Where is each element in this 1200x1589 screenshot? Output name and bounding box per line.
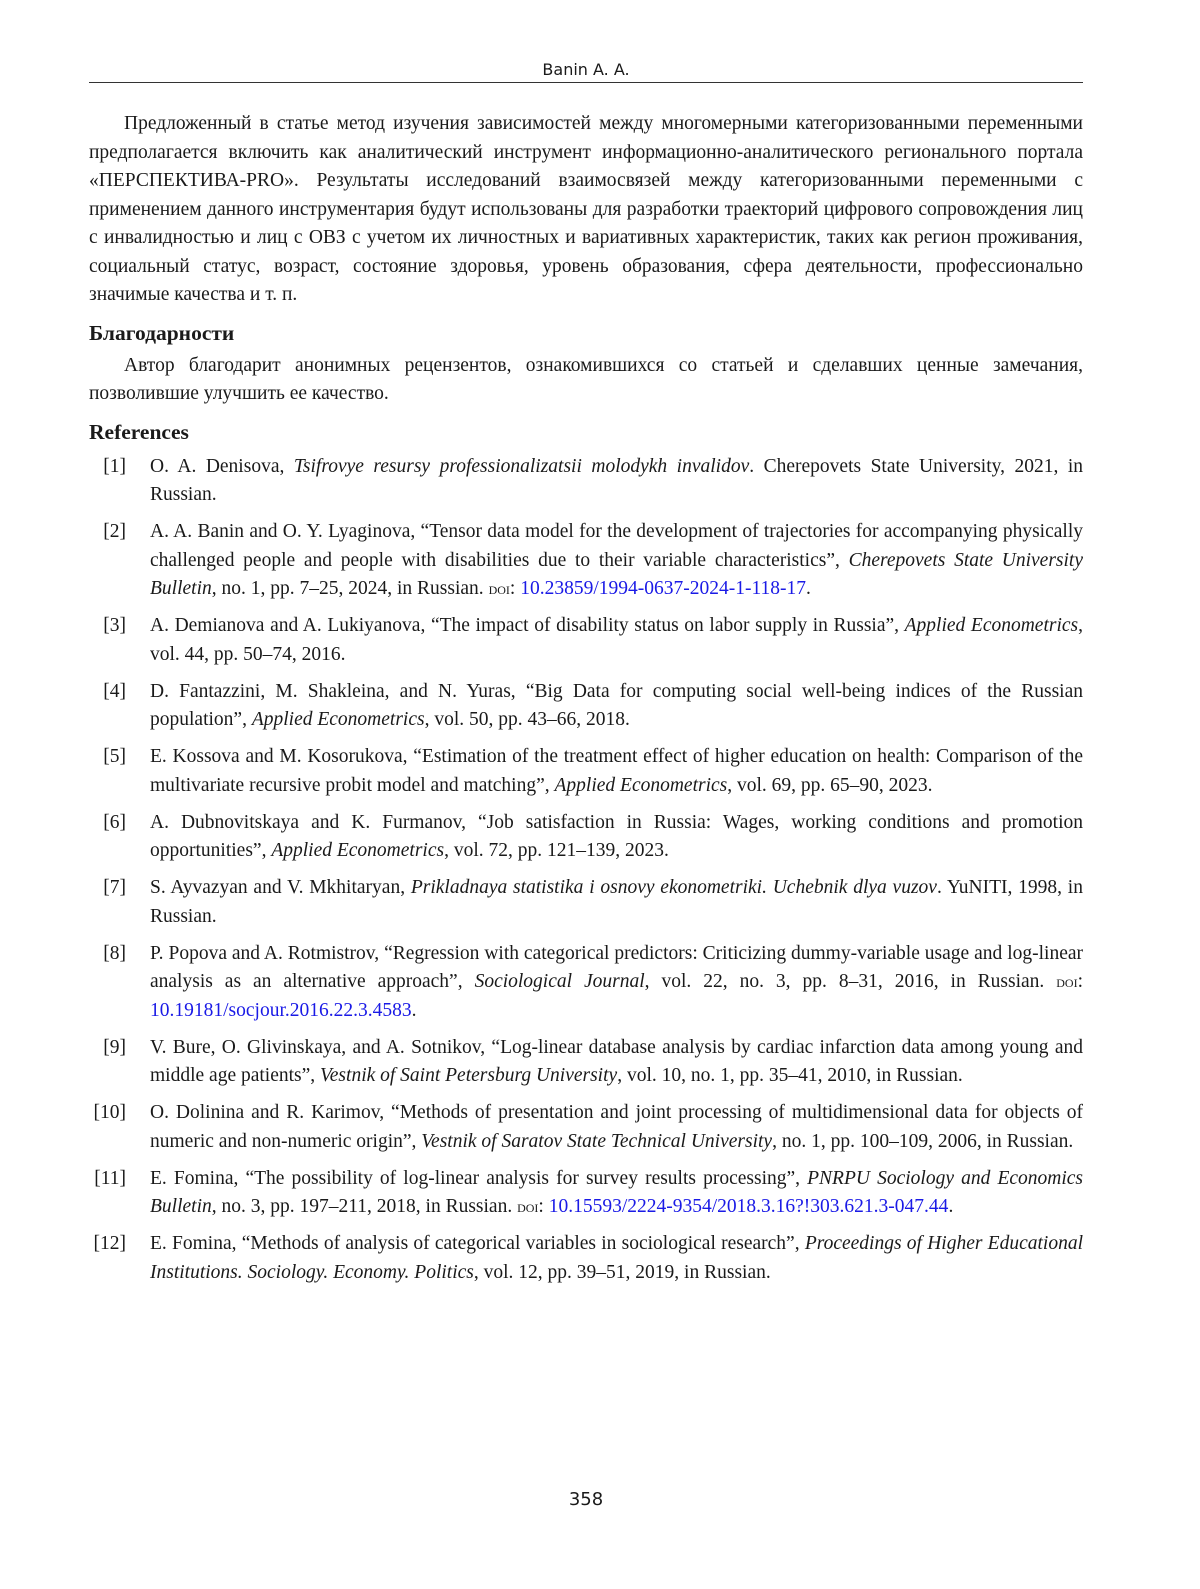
doi-link[interactable]: 10.19181/socjour.2016.22.3.4583 [150,999,412,1021]
running-header: Banin A. A. [542,60,630,79]
reference-source-title: Proceedings of Higher Educational Institutions. Sociology. Economy. Politics [150,1233,1083,1283]
doi-link[interactable]: 10.15593/2224-9354/2018.3.16?!303.621.3-047.44 [548,1196,949,1217]
reference-source-title: Cherepovets State University Bulletin [150,549,1084,599]
references-heading: References [89,419,189,444]
page-content [89,110,1083,1296]
reference-item [89,1034,1083,1091]
reference-item [89,940,1083,1026]
reference-text-segment: , vol. 22, no. 3, pp. 8–31, 2016, in Russian. [644,971,1057,992]
reference-item [89,1165,1083,1222]
reference-text [150,743,1083,800]
reference-number-cell [89,874,150,931]
reference-text [150,809,1083,866]
reference-text-segment: S. Ayvazyan and V. Mkhitaryan, [150,877,411,898]
body-paragraph: Предложенный в статье метод изучения зависимостей между многомерными категоризованными переменными предполагается включить как аналитический инструмент информационно-аналитического регионального портала «ПЕРСПЕКТИВА-PRO». Результаты исследований взаимосвязей между категоризованными переменными с применением данного инструментария будут использованы для разработки траекторий цифрового сопровождения лиц с инвалидностью и лиц с ОВЗ с учетом их личностных и вариативных характеристик, таких как регион проживания, социальный статус, возраст, состояние здоровья, уровень образования, сфера деятельности, профессионально значимые качества и т. п. [89,113,1083,305]
reference-number: [5] [103,746,126,767]
reference-source-title: Sociological Journal [474,971,645,992]
reference-source-title: Applied Econometrics [554,774,728,796]
reference-text-segment: A. A. Banin and O. Y. Lyaginova, “Tensor data model for the development of trajectories for accompanying physically challenged people and people with disabilities due to their variable characteristics”, [150,521,1083,571]
reference-text-segment: , no. 1, pp. 100–109, 2006, in Russian. [772,1130,1074,1152]
reference-source-title: PNRPU Sociology and Economics Bulletin [150,1167,1084,1217]
reference-number-cell [89,1034,150,1091]
reference-text [150,678,1083,735]
reference-item [89,874,1083,931]
reference-text-segment: . YuNITI, 1998, in Russian. [150,877,1083,927]
reference-item [89,518,1083,604]
reference-text-segment: E. Fomina, “The possibility of log-linear analysis for survey results processing”, [150,1167,808,1189]
reference-source-title: Tsifrovye resursy professionalizatsii molodykh invalidov [293,455,750,477]
reference-text-segment: E. Fomina, “Methods of analysis of categorical variables in sociological research”, [150,1233,805,1254]
acknowledgements-text: Автор благодарит анонимных рецензентов, ознакомившихся со статьей и сделавших ценные замечания, позволившие улучшить ее качество. [89,354,1083,404]
reference-text-segment: : [509,578,521,599]
reference-number: [3] [103,615,126,636]
reference-number-cell [89,518,150,604]
page-number: 358 [568,1489,604,1510]
reference-number-cell [89,1230,150,1287]
reference-text-segment: : [1077,971,1083,992]
reference-text-segment: A. Dubnovitskaya and K. Furmanov, “Job satisfaction in Russia: Wages, working conditions and promotion opportunities”, [150,811,1083,861]
reference-text-segment: V. Bure, O. Glivinskaya, and A. Sotnikov, “Log-linear database analysis by cardiac infarction data among young and middle age patients”, [150,1036,1083,1086]
reference-text-segment: D. Fantazzini, M. Shakleina, and N. Yuras, “Big Data for computing social well-being indices of the Russian population”, [150,680,1083,730]
reference-item [89,612,1083,669]
reference-text-segment: . [805,578,811,599]
reference-number: [6] [103,811,126,833]
reference-number: [2] [103,521,126,542]
reference-item [89,1230,1083,1287]
doi-label: doi [1056,972,1078,991]
reference-source-title: Prikladnaya statistika i osnovy ekonometriki. Uchebnik dlya vuzov [410,877,937,898]
reference-text-segment: , vol. 12, pp. 39–51, 2019, in Russian. [473,1261,771,1283]
reference-text-segment: . Cherepovets State University, 2021, in Russian. [150,455,1083,505]
reference-number-cell [89,1165,150,1222]
reference-number-cell [89,809,150,866]
reference-text-segment: , vol. 44, pp. 50–74, 2016. [150,615,1084,665]
reference-text-segment: A. Demianova and A. Lukiyanova, “The impact of disability status on labor supply in Russia”, [150,615,905,636]
reference-text [150,874,1083,931]
reference-source-title: Applied Econometrics [271,840,445,861]
reference-item [89,743,1083,800]
doi-label: doi [488,579,510,598]
reference-text-segment: , vol. 69, pp. 65–90, 2023. [727,774,933,796]
reference-text-segment: E. Kossova and M. Kosorukova, “Estimation of the treatment effect of higher education on health: Comparison of the multivariate recursive probit model and matching”, [150,746,1083,796]
reference-text [150,1165,1083,1222]
references-list [89,453,1083,1288]
reference-text-segment: O. A. Denisova, [150,455,294,477]
reference-text [150,1034,1083,1091]
reference-text-segment: , vol. 50, pp. 43–66, 2018. [424,709,630,730]
reference-text-segment: , vol. 10, no. 1, pp. 35–41, 2010, in Russian. [617,1065,963,1086]
reference-number-cell [89,940,150,1026]
acknowledgements-heading: Благодарности [89,320,235,345]
reference-text [150,518,1083,604]
reference-item [89,809,1083,866]
reference-number-cell [89,678,150,735]
reference-number: [9] [103,1036,126,1058]
reference-text-segment: O. Dolinina and R. Karimov, “Methods of presentation and joint processing of multidimensional data for objects of numeric and non-numeric origin”, [150,1102,1083,1152]
doi-link[interactable]: 10.23859/1994-0637-2024-1-118-17 [520,578,806,599]
reference-source-title: Vestnik of Saint Petersburg University [320,1065,618,1086]
reference-text [150,612,1083,669]
reference-number-cell [89,1099,150,1156]
reference-item [89,1099,1083,1156]
doi-label: doi [517,1197,539,1216]
reference-number: [12] [93,1233,126,1254]
reference-text [150,453,1083,510]
reference-number: [11] [94,1167,126,1189]
reference-item [89,453,1083,510]
reference-number-cell [89,453,150,510]
reference-number: [4] [103,680,126,702]
reference-text [150,940,1083,1026]
header-rule [89,82,1083,83]
reference-text-segment: , no. 1, pp. 7–25, 2024, in Russian. [211,578,489,599]
reference-text [150,1099,1083,1156]
reference-text-segment: . [948,1196,954,1217]
reference-text-segment: , vol. 72, pp. 121–139, 2023. [444,840,669,861]
reference-text-segment: . [411,999,417,1021]
reference-number: [8] [103,942,126,964]
reference-source-title: Applied Econometrics [904,615,1079,636]
reference-number: [10] [93,1102,126,1123]
reference-number-cell [89,743,150,800]
reference-source-title: Vestnik of Saratov State Technical University [421,1130,773,1152]
reference-text-segment: , no. 3, pp. 197–211, 2018, in Russian. [211,1196,518,1217]
reference-text [150,1230,1083,1287]
reference-number-cell [89,612,150,669]
reference-number: [7] [103,877,126,898]
reference-number: [1] [103,455,126,477]
reference-item [89,678,1083,735]
reference-text-segment: : [538,1196,549,1217]
reference-source-title: Applied Econometrics [251,709,425,730]
reference-text-segment: P. Popova and A. Rotmistrov, “Regression with categorical predictors: Criticizing dummy-variable usage and log-linear analysis as an alternative approach”, [150,942,1083,992]
